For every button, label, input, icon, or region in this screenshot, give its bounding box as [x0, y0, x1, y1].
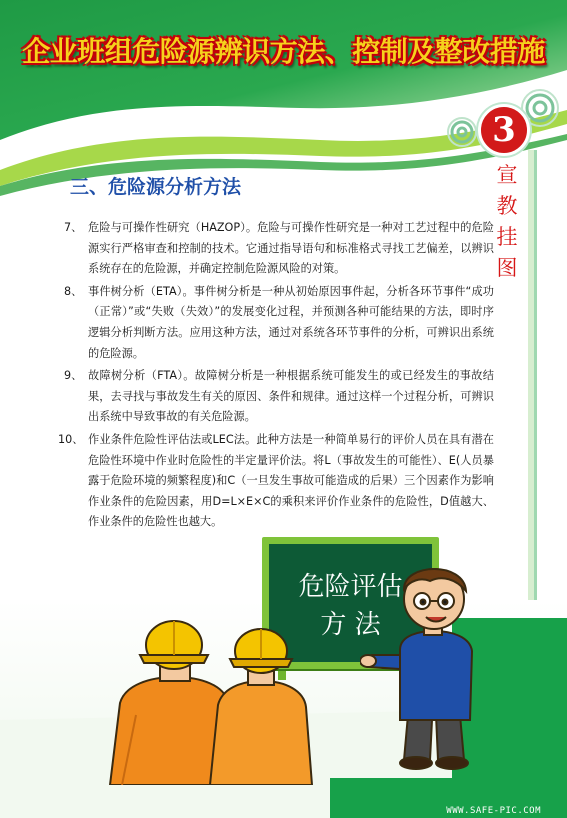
section-heading: 三、危险源分析方法: [70, 176, 242, 198]
item-text: 事件树分析（ETA）。事件树分析是一种从初始原因事件起，分析各环节事件“成功（正常）”或“失败（失效）”的发展变化过程，并预测各种可能结果的方法，即时序逻辑分析判断方法。应用这种方法，通过对系统各环节事件的分析，可辨识出系统的危险源。: [88, 284, 494, 360]
side-label-char: 宣: [496, 163, 518, 187]
chalkboard-line: 方 法: [320, 610, 381, 640]
method-list: [58, 218, 494, 535]
item-text: 危险与可操作性研究（HAZOP）。危险与可操作性研究是一种对工艺过程中的危险源实行严格审查和控制的技术。它通过指导语句和标准格式寻找工艺偏差，以辨识系统存在的危险源，并确定控制危险源风险的对策。: [88, 221, 494, 276]
side-label-char: 挂: [496, 225, 518, 249]
worker-right: [210, 629, 312, 785]
item-number: 7、: [64, 221, 83, 234]
side-label-char: 图: [496, 256, 518, 280]
list-item: [58, 430, 494, 533]
list-item: [64, 218, 494, 280]
list-item: [64, 282, 494, 364]
item-number: 10、: [58, 432, 84, 446]
teacher-illustration: [360, 555, 500, 775]
side-label-char: 教: [496, 194, 518, 218]
section-number-badge: 3: [478, 104, 530, 156]
workers-illustration: [100, 585, 320, 785]
poster-title: 企业班组危险源辨识方法、控制及整改措施: [22, 35, 545, 68]
watermark: WWW.SAFE-PIC.COM: [446, 806, 541, 816]
list-item: [64, 366, 494, 428]
chalkboard-line: 危险评估: [298, 572, 403, 602]
item-text: 作业条件危险性评估法或LEC法。此种方法是一种简单易行的评价人员在具有潜在危险性环境中作业时危险性的半定量评价法。将L（事故发生的可能性）、E(人员暴露于危险环境的频繁程度)和C（一旦发生事故可能造成的后果）三个因素作为影响作业条件的危险因素，用D=L×E×C的乘积来评价作业条件的危险性，D值越大、作业条件的危险性也越大。: [88, 432, 494, 529]
item-number: 8、: [64, 284, 83, 298]
side-label: [490, 160, 524, 284]
item-text: 故障树分析（FTA）。故障树分析是一种根据系统可能发生的或已经发生的事故结果，去寻找与事故发生有关的原因、条件和规律。通过这样一个过程分析，可辨识出系统中导致事故的有关危险源。: [88, 369, 494, 424]
item-number: 9、: [64, 369, 83, 383]
